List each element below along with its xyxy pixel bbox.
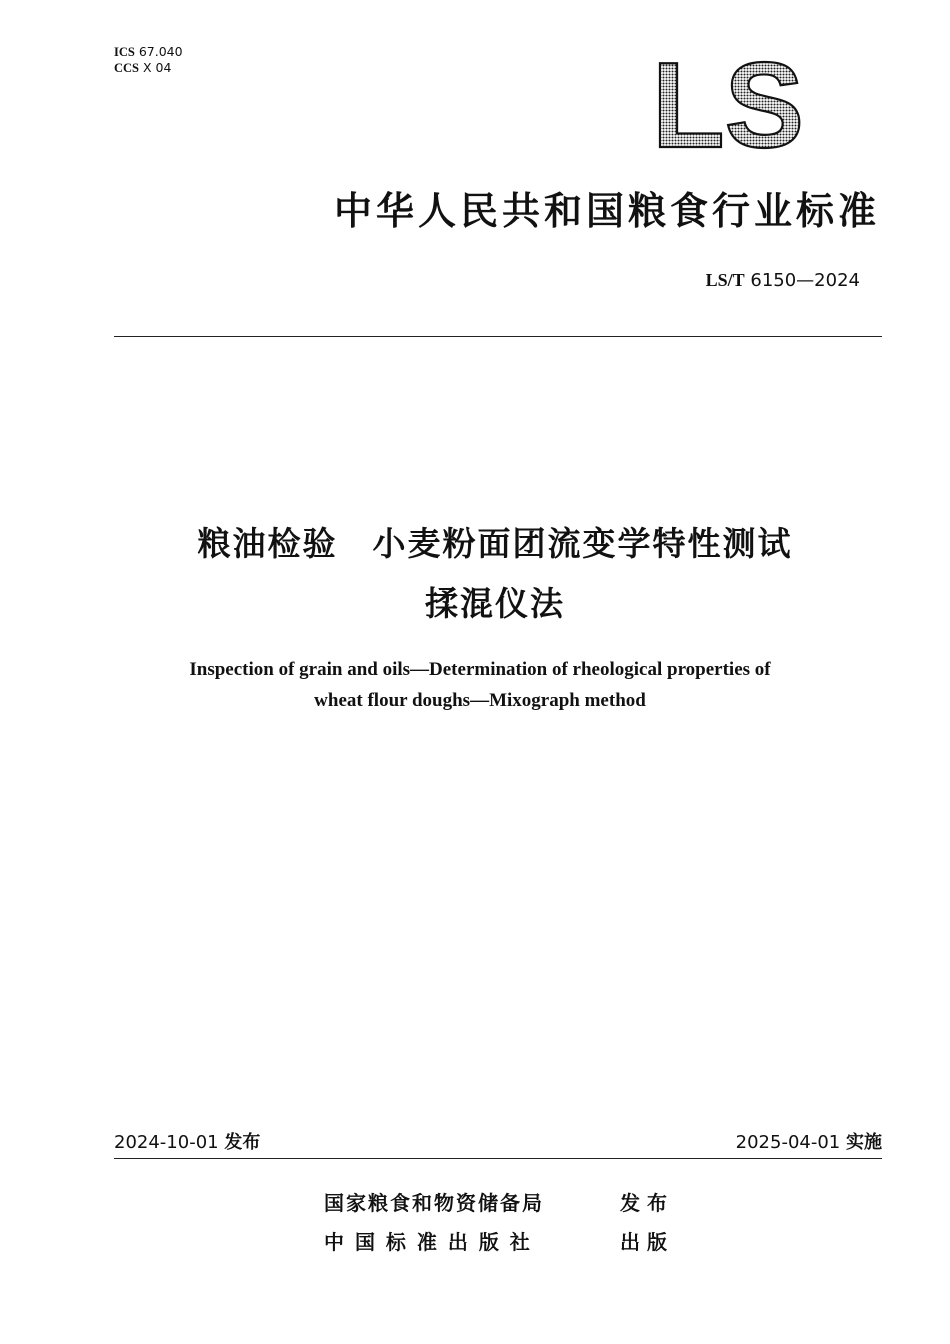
title-en-line1: Inspection of grain and oils—Determination of rheological properties of — [189, 659, 771, 680]
implement-label: 实施 — [846, 1132, 882, 1153]
ics-value: 67.040 — [138, 44, 183, 59]
title-cn-line2: 揉混仪法 — [425, 584, 565, 623]
header-divider — [114, 336, 882, 337]
publish-date: 2024-10-01 — [114, 1132, 219, 1153]
ccs-label: CCS — [114, 61, 140, 75]
title-cn-line1: 粮油检验 小麦粉面团流变学特性测试 — [197, 524, 793, 563]
standard-code-number: 6150—2024 — [750, 270, 860, 291]
ccs-row — [114, 60, 183, 76]
implement-date-block — [600, 1128, 882, 1154]
issuer-name-2: 中 国 标 准 出 版 社 — [324, 1230, 532, 1254]
standard-code-prefix: LS/T — [705, 270, 745, 290]
ls-logo-text: LS — [652, 46, 804, 156]
issuer-role-1: 发 布 — [620, 1191, 667, 1215]
publish-label: 发布 — [224, 1132, 261, 1153]
footer-divider — [114, 1158, 882, 1159]
publish-date-block — [114, 1128, 260, 1154]
ics-label: ICS — [114, 45, 135, 59]
standard-category: 中华人民共和国粮食行业标准 — [333, 189, 880, 233]
standard-number — [580, 270, 860, 291]
implement-date: 2025-04-01 — [735, 1132, 841, 1153]
issuer-name-1: 国家粮食和物资储备局 — [324, 1191, 544, 1215]
classification-codes — [114, 44, 183, 76]
issuer-role-2: 出 版 — [620, 1230, 667, 1254]
ccs-value: X 04 — [143, 60, 172, 75]
ls-logo — [650, 46, 810, 156]
title-en-line2: wheat flour doughs—Mixograph method — [314, 690, 646, 711]
ics-row — [114, 44, 183, 60]
